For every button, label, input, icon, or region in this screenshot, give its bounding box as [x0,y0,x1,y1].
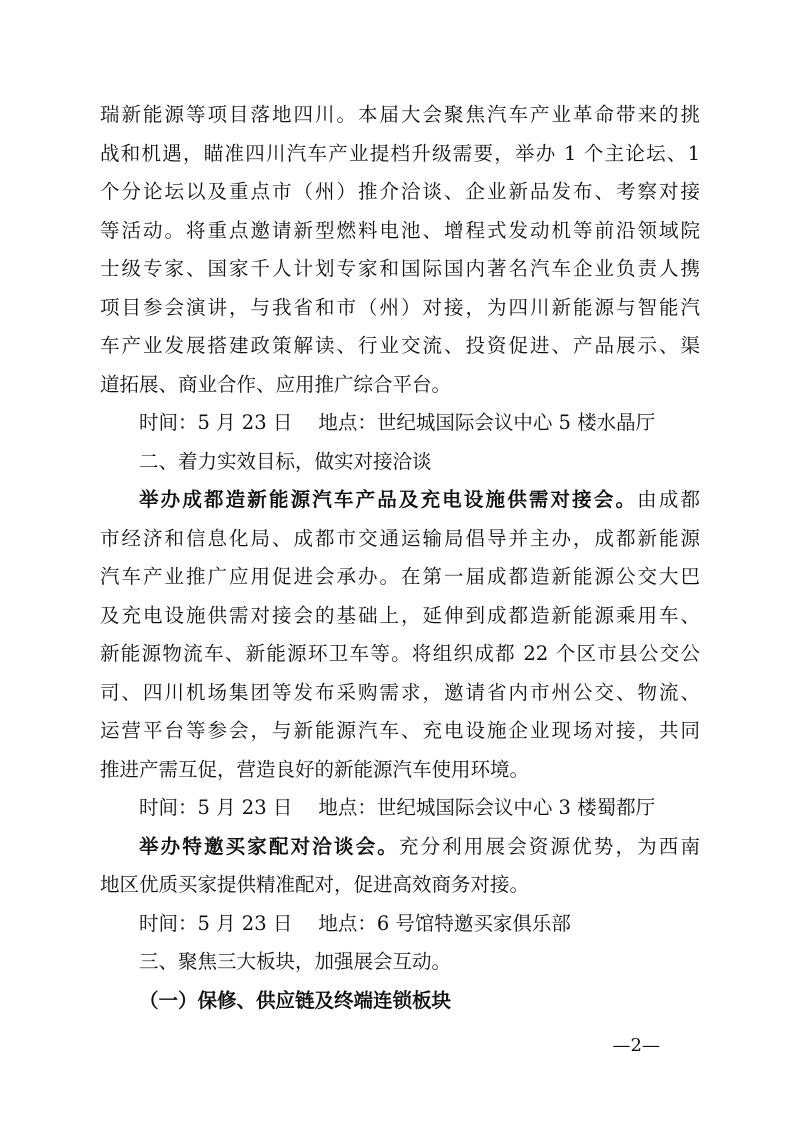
text-line: 战和机遇，瞄准四川汽车产业提档升级需要，举办 1 个主论坛、1 [100,141,700,165]
text-run: 由成都 [637,488,700,511]
event-time-place [139,796,700,820]
text-line: 市经济和信息化局、成都市交通运输局倡导并主办，成都新能源 [100,526,700,550]
event-time: 时间：5 月 23 日 [139,796,293,819]
text-line: 地区优质买家提供精准配对，促进高效商务对接。 [100,873,530,896]
text-line: 汽车产业推广应用促进会承办。在第一届成都造新能源公交大巴 [100,565,700,588]
text-line: 推进产需互促，营造良好的新能源汽车使用环境。 [100,757,530,781]
text-line: 等活动。将重点邀请新型燃料电池、增程式发动机等前沿领域院 [100,218,700,242]
text-run: 充分利用展会资源优势，为西南 [398,834,700,858]
event-place: 地点：世纪城国际会议中心 3 楼蜀都厅 [318,796,656,819]
event-time: 时间：5 月 23 日 [139,411,293,434]
text-line: 车产业发展搭建政策解读、行业交流、投资促进、产品展示、渠 [100,334,700,357]
text-line: 道拓展、商业合作、应用推广综合平台。 [100,372,452,396]
section-heading: 二、着力实效目标，做实对接洽谈 [139,449,432,473]
subsection-heading: （一）保修、供应链及终端连锁板块 [139,988,452,1012]
text-line: 新能源物流车、新能源环卫车等。将组织成都 22 个区市县公交公 [100,642,700,665]
text-line: 运营平台等参会，与新能源汽车、充电设施企业现场对接，共同 [100,719,700,742]
text-line: 司、四川机场集团等发布采购需求，邀请省内市州公交、物流、 [100,680,700,704]
event-place: 地点：世纪城国际会议中心 5 楼水晶厅 [318,411,656,434]
text-line: 瑞新能源等项目落地四川。本届大会聚焦汽车产业革命带来的挑 [100,103,700,126]
text-line: 及充电设施供需对接会的基础上，延伸到成都造新能源乘用车、 [100,603,700,627]
text-line [139,488,700,512]
text-line: 项目参会演讲，与我省和市（州）对接，为四川新能源与智能汽 [100,295,700,319]
text-line [139,835,700,859]
event-time-place [139,912,700,936]
section-heading: 三、聚焦三大板块，加强展会互动。 [139,950,452,973]
text-line: 个分论坛以及重点市（州）推介洽谈、企业新品发布、考察对接 [100,180,700,203]
page-number: —2— [612,1035,660,1056]
event-time-place [139,411,700,435]
text-line: 士级专家、国家千人计划专家和国际国内著名汽车企业负责人携 [100,257,700,280]
event-time: 时间：5 月 23 日 [139,911,293,935]
event-place: 地点：6 号馆特邀买家俱乐部 [318,911,571,935]
bold-lead: 举办特邀买家配对洽谈会。 [139,834,399,858]
bold-lead: 举办成都造新能源汽车产品及充电设施供需对接会。 [139,488,638,511]
